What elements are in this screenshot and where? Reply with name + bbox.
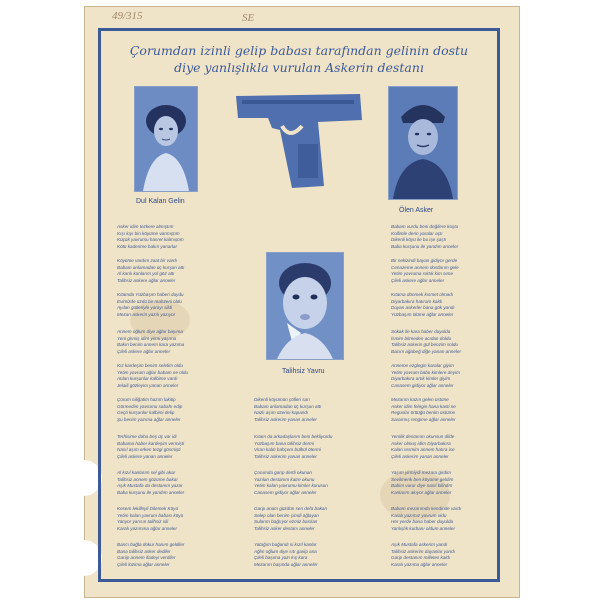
verse-right-8: Yaşım yirmiydi mezara girdim Sevilmerik ben köyüme geldim Babim vurur diye nasıl bilirdim Kanlarım akıyor ağlar anneler [391,470,454,495]
bride-portrait-photo [134,86,198,192]
verse-left-9: Kesem lekilleyli Dilemek Köyü Yetim kalan yavrum babası köyü Yatıyor yarısın talihsiz sili Karalı yazımına ağlar anneler [117,506,184,531]
handwritten-note: 49/315 [112,10,143,22]
pistol-icon [232,90,366,190]
verse-right-4: Sokak ile kara haber duyulda İsmim bitmeden acıdan doldu Talihsiz askerin gül benzim soldu Bacım ağabeğ diğe yanan anneler [391,329,461,354]
verse-left-10: Barıcı bağla dokur hanım geldiler Bana talihsiz asker dediler Gariip annem ifadeyi verdiler Çileli lozima ağlar anneler [117,542,185,567]
verse-left-2: Köyüme vardım zaat bir vardı Babam anlamadan üç kurşun attı Al kanlı kanlarım yol göz attı Talihsiz askere ağlar anneler [117,258,185,283]
verse-middle-3: Çorumda garip dertli okunan Yazılan destanım katre okunu Yetim kalan yavrumu kimler korusun Canasem gidiyor ağlar anneler [254,470,328,495]
verse-left-6: Çorum niliğatim hazım lakitip Görmedim yavrumu sabahı edip Geçti kurşunlar kalbimi delip Şu benim yazıma ağlar anneler [117,397,183,422]
verse-left-7: Terhisime daha beş üç var idi Babama haber kardeşim vermişti Nasıl aşım erken tezgi gösmişti Çileli askere yanan anneler [117,434,185,459]
verse-middle-1: Dikenli köyümün çölleri sarı Babam anlamadan üç kurşun attı Nazlı aşım üzerini kapandı Talihsiz askerim yanan anneler [254,397,322,422]
caption-bride: Dul Kalan Gelin [136,198,185,205]
soldier-portrait-photo [388,86,458,200]
caption-soldier: Ölen Asker [399,207,434,214]
poster-title [100,42,498,76]
child-portrait-photo [266,252,344,360]
handwritten-note: SE [242,12,255,24]
verse-left-5: Kız kardeşim benim selelim oldu Yetim yavrum ağlar babam ne oldu Atılan kurşunlar kalbime vardı Jelaili gözleyim yanan anneler [117,363,188,388]
verse-right-6: Mezarım kazın gelen üstüne Asker idim felegin hana kasti ne Reguslar örttüğü benim üstüme Sararmış rengime ağlar anneler [391,397,456,422]
verse-middle-5: Yatağım bağandı si kızıl kanlar Ağlın oğlum diye sıtı gariip ana Çileli başıma yazı kış kara Mezarım başında ağlar anneler [254,542,318,567]
verse-right-1: Babam vurdu beni değilere koştu Kollimle derin yaralar açtı Dikenli köyü ile bu işe şaştı Baba kurşunu ile yandım anneler [391,224,459,249]
title-line-2: diye yanlışlıkla vurulan Askerin destanı [174,60,424,75]
verse-middle-2: Kıtam da arkadaşlarım beni bekliyordu Yüzbaşım bana talihsiz dermi Viran kaldı bahçem bülbül ötermi Talihsiz askerim yanan anneler [254,434,333,459]
verse-right-10: Aşık Mustafa askerim yandı Talihsiz askerim dayanlar yandı Garip destanım milletes kaldı Karalı yazıma ağlar anneler [391,542,455,567]
verse-right-2: Bir sekizindi bayan gidiyor gerde Cenazeme annem dostlarım gele Yetim yavruma sıktık kim sene Çileli askere ağlar anneler [391,258,459,283]
verse-left-4: Annem oğlum diye ağlar başıma Yeni girmiş idim yirmi yaşıma Bakın benim annem kara yazıma Çileli askere ağlar anneler [117,329,185,354]
title-line-1: Çorumdan izinli gelip babası tarafından gelinin dostu [129,43,469,58]
verse-left-8: Al kızıl kanlarım sel gibi akar Talihsiz annem gözüme bakar Aşık Mustafa da destanım yazar Baba kurşunu ile yandım anneler [117,470,185,495]
verse-right-7: Yemlik destanım okunsun dilde Asker olmuş idim Diyarbakıra Kalan resmim annem hatıra ise Çileli askerim yanan anneler [391,434,455,459]
verse-middle-4: Garip anam güzdün sen defa bakan Selep olan benim çimdi ağlayan Sularım bağrıyor ezmiz basılan Talihsiz asker destanı anneler [254,506,328,531]
verse-right-9: Babam mezarımda kendinde vardı Karalı yazımız yavrum oldu Her yerde bana haber duyulda Yanlışlık kurbanı oldum anneler [391,506,462,531]
verse-right-5: Anneme ezglegin karalar giyim Yetim yavrum babo kimlere deyim Diyarbakıra artık kimler giyim Canasem gidiyor ağlar anneler [391,363,460,388]
caption-child: Talihsiz Yavru [282,368,325,375]
verse-left-3: Kıtamda Yüzbaşım haberi duydu Evimizde üzdü bir mahzeni oldu Ayılan gülleriyle yarayı sildi Mezarı askerin yazılı yazıyor [117,292,184,317]
verse-left-1: Asker idim tezkere almıştım Kışı kıyı bin köyüme varmıştım Küçük yavrumu hasret kalmıştım Kötü kaderime bakın yanarlar [117,224,184,249]
verse-right-3: Kıtama dönmek kısmet olmadı Diyarbakıra hatıram kaldı Duyan askerler bana gök yandı Yüzbaşım ölüme ağlar anneler [391,292,455,317]
